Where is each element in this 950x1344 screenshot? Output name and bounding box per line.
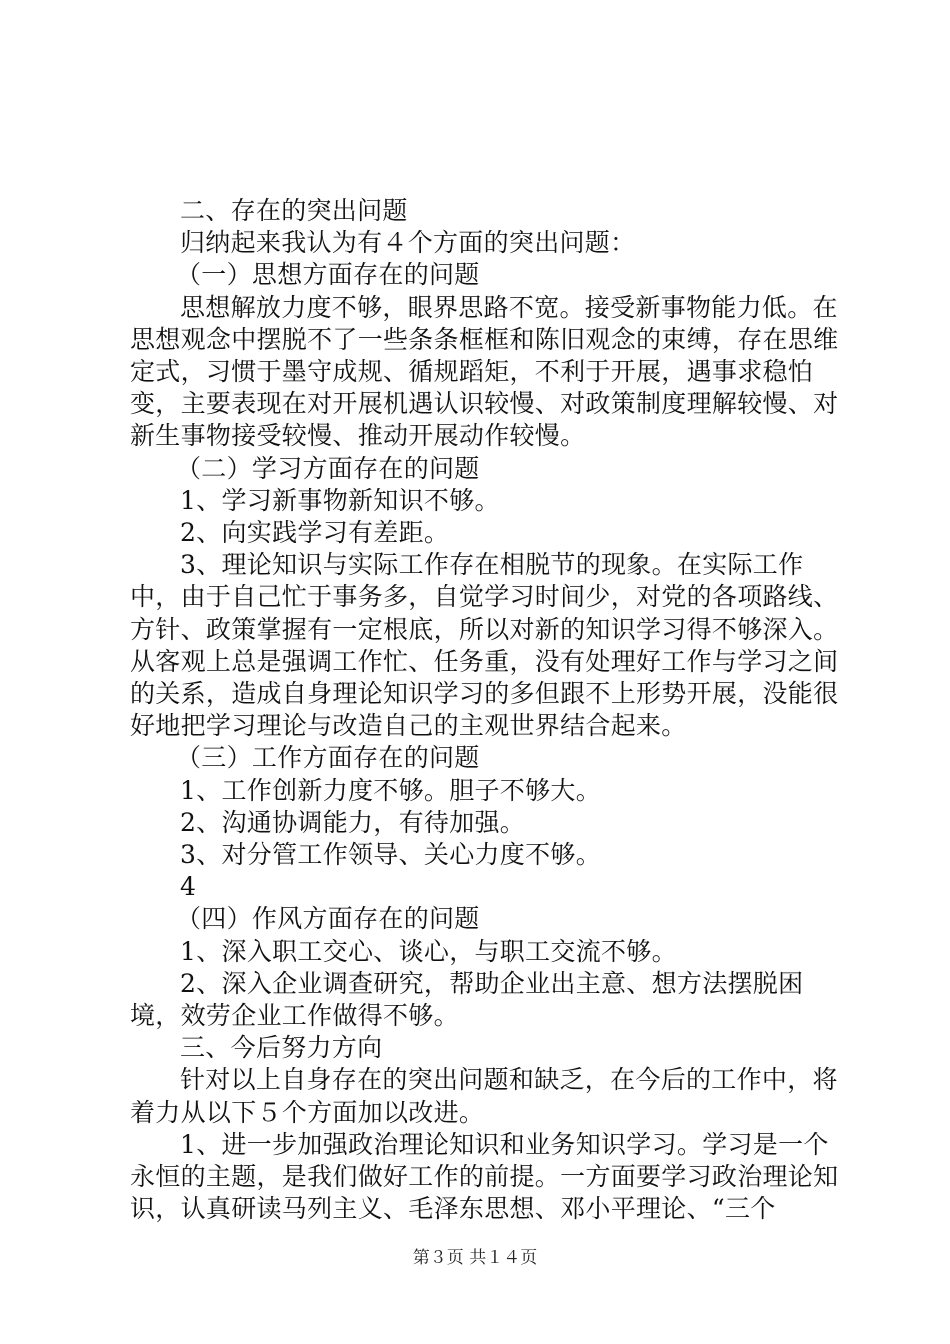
subsection-heading: （一）思想方面存在的问题	[176, 260, 480, 290]
section-heading: 三、今后努力方向	[180, 1033, 383, 1063]
document-body	[130, 195, 840, 1226]
list-item: 1、学习新事物新知识不够。	[180, 485, 500, 515]
list-item: 2、深入企业调查研究，帮助企业出主意、想方法摆脱困境，效劳企业工作做得不够。	[130, 968, 804, 1031]
paragraph: 思想解放力度不够，眼界思路不宽。接受新事物能力低。在思想观念中摆脱不了一些条条框框和陈旧观念的束缚，存在思维定式，习惯于墨守成规、循规蹈矩，不利于开展，遇事求稳怕变，主要表现在对开展机遇认识较慢、对政策制度理解较慢、对新生事物接受较慢、推动开展动作较慢。	[130, 292, 839, 451]
page-footer: 第３页 共１４页	[412, 1248, 538, 1268]
list-item: 1、进一步加强政治理论知识和业务知识学习。学习是一个永恒的主题，是我们做好工作的前提。一方面要学习政治理论知识，认真研读马列主义、毛泽东思想、邓小平理论、“三个	[130, 1129, 839, 1224]
list-item: 1、深入职工交心、谈心，与职工交流不够。	[180, 936, 677, 966]
list-item: 3、理论知识与实际工作存在相脱节的现象。在实际工作中，由于自己忙于事务多，自觉学习时间少，对党的各项路线、方针、政策掌握有一定根底，所以对新的知识学习得不够深入。从客观上总是强调工作忙、任务重，没有处理好工作与学习之间的关系，造成自身理论知识学习的多但跟不上形势开展，没能很好地把学习理论与改造自己的主观世界结合起来。	[130, 550, 839, 741]
list-item: 3、对分管工作领导、关心力度不够。	[180, 840, 602, 870]
paragraph: 归纳起来我认为有４个方面的突出问题：	[180, 228, 636, 258]
list-item: 4	[180, 872, 197, 902]
list-item: 2、向实践学习有差距。	[180, 518, 450, 548]
paragraph: 针对以上自身存在的突出问题和缺乏，在今后的工作中，将着力从以下５个方面加以改进。	[130, 1065, 838, 1127]
subsection-heading: （四）作风方面存在的问题	[176, 904, 480, 934]
list-item: 1、工作创新力度不够。胆子不够大。	[180, 775, 602, 805]
section-heading: 二、存在的突出问题	[180, 196, 408, 225]
list-item: 2、沟通协调能力，有待加强。	[180, 807, 526, 837]
subsection-heading: （三）工作方面存在的问题	[176, 743, 480, 773]
subsection-heading: （二）学习方面存在的问题	[176, 453, 480, 483]
